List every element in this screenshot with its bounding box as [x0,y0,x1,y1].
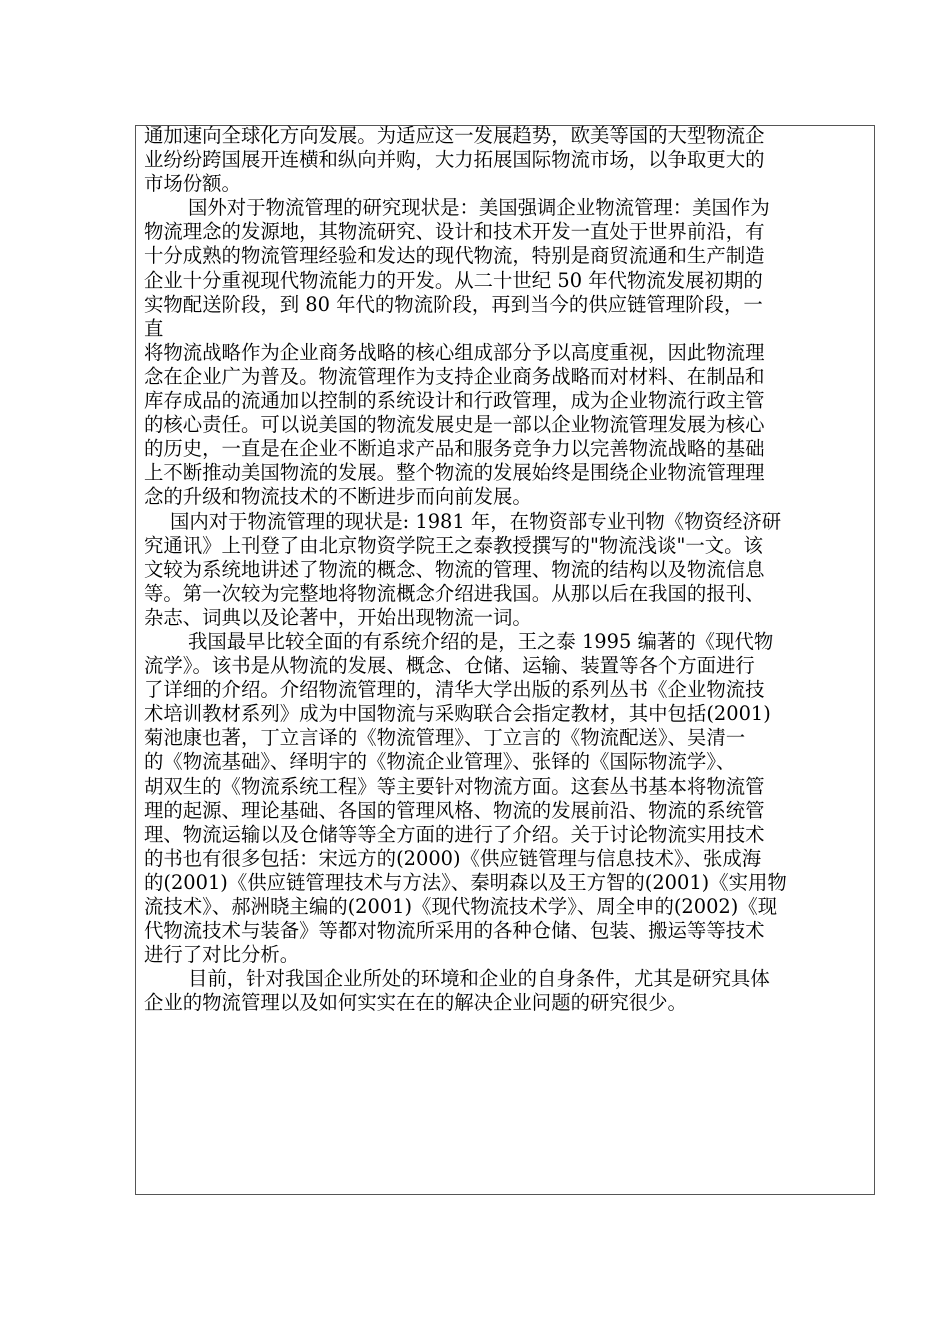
text-line: 库存成品的流通加以控制的系统设计和行政管理，成为企业物流行政主管 [144,389,765,413]
text-line: 等。第一次较为完整地将物流概念介绍进我国。从那以后在我国的报刊、 [144,581,765,605]
text-line: 物流理念的发源地，其物流研究、设计和技术开发一直处于世界前沿，有 [144,220,765,244]
text-line: 的《物流基础》、绎明宇的《物流企业管理》、张铎的《国际物流学》、 [144,750,736,774]
text-line: 理的起源、理论基础、各国的管理风格、物流的发展前沿、物流的系统管 [144,798,765,822]
text-line: 了详细的介绍。介绍物流管理的，清华大学出版的系列丛书《企业物流技 [144,678,765,702]
text-line: 胡双生的《物流系统工程》等主要针对物流方面。这套丛书基本将物流管 [144,774,765,798]
text-line: 究通讯》上刊登了由北京物资学院王之泰教授撰写的"物流浅谈"一文。该 [144,533,763,557]
text-line: 我国最早比较全面的有系统介绍的是，王之泰 1995 编著的《现代物 [188,629,774,653]
text-line: 将物流战略作为企业商务战略的核心组成部分予以高度重视，因此物流理 [144,340,765,364]
text-line: 国内对于物流管理的现状是: 1981 年，在物资部专业刊物《物资经济研 [170,509,782,533]
text-line: 进行了对比分析。 [144,943,300,967]
text-line: 的历史，一直是在企业不断追求产品和服务竞争力以完善物流战略的基础 [144,437,765,461]
text-line: 流学》。该书是从物流的发展、概念、仓储、运输、装置等各个方面进行 [144,654,755,678]
text-line: 上不断推动美国物流的发展。整个物流的发展始终是围绕企业物流管理理 [144,461,765,485]
text-line: 通加速向全球化方向发展。为适应这一发展趋势，欧美等国的大型物流企 [144,124,765,147]
text-line: 杂志、词典以及论著中，开始出现物流一词。 [144,605,532,629]
text-line: 文较为系统地讲述了物流的概念、物流的管理、物流的结构以及物流信息 [144,557,765,581]
text-line: 实物配送阶段，到 80 年代的物流阶段，再到当今的供应链管理阶段，一 [144,292,763,316]
text-line: 十分成熟的物流管理经验和发达的现代物流，特别是商贸流通和生产制造 [144,244,765,268]
text-line: 菊池康也著，丁立言译的《物流管理》、丁立言的《物流配送》、吴清一 [144,726,746,750]
text-line: 的核心责任。可以说美国的物流发展史是一部以企业物流管理发展为核心 [144,413,765,437]
text-line: 的(2001)《供应链管理技术与方法》、秦明森以及王方智的(2001)《实用物 [144,870,787,894]
text-line: 国外对于物流管理的研究现状是：美国强调企业物流管理：美国作为 [188,196,770,220]
text-line: 企业的物流管理以及如何实实在在的解决企业问题的研究很少。 [144,991,687,1015]
text-line: 术培训教材系列》成为中国物流与采购联合会指定教材，其中包括(2001) [144,702,771,726]
text-line: 企业十分重视现代物流能力的开发。从二十世纪 50 年代物流发展初期的 [144,268,763,292]
text-line: 代物流技术与装备》等都对物流所采用的各种仓储、包装、搬运等等技术 [144,919,765,943]
text-line: 流技术》、郝洲晓主编的(2001)《现代物流技术学》、周全申的(2002)《现 [144,895,778,918]
text-line: 业纷纷跨国展开连横和纵向并购，大力拓展国际物流市场，以争取更大的 [144,148,765,172]
text-line: 目前，针对我国企业所处的环境和企业的自身条件，尤其是研究具体 [188,967,770,991]
text-line: 市场份额。 [144,172,241,196]
text-line: 念在企业广为普及。物流管理作为支持企业商务战略而对材料、在制品和 [144,364,765,388]
text-line: 的书也有很多包括：宋远方的(2000)《供应链管理与信息技术》、张成海 [144,846,762,870]
text-line: 理、物流运输以及仓储等等全方面的进行了介绍。关于讨论物流实用技术 [144,822,765,846]
text-line: 直 [144,316,164,340]
text-line: 念的升级和物流技术的不断进步而向前发展。 [144,485,532,509]
document-body [144,124,870,1015]
